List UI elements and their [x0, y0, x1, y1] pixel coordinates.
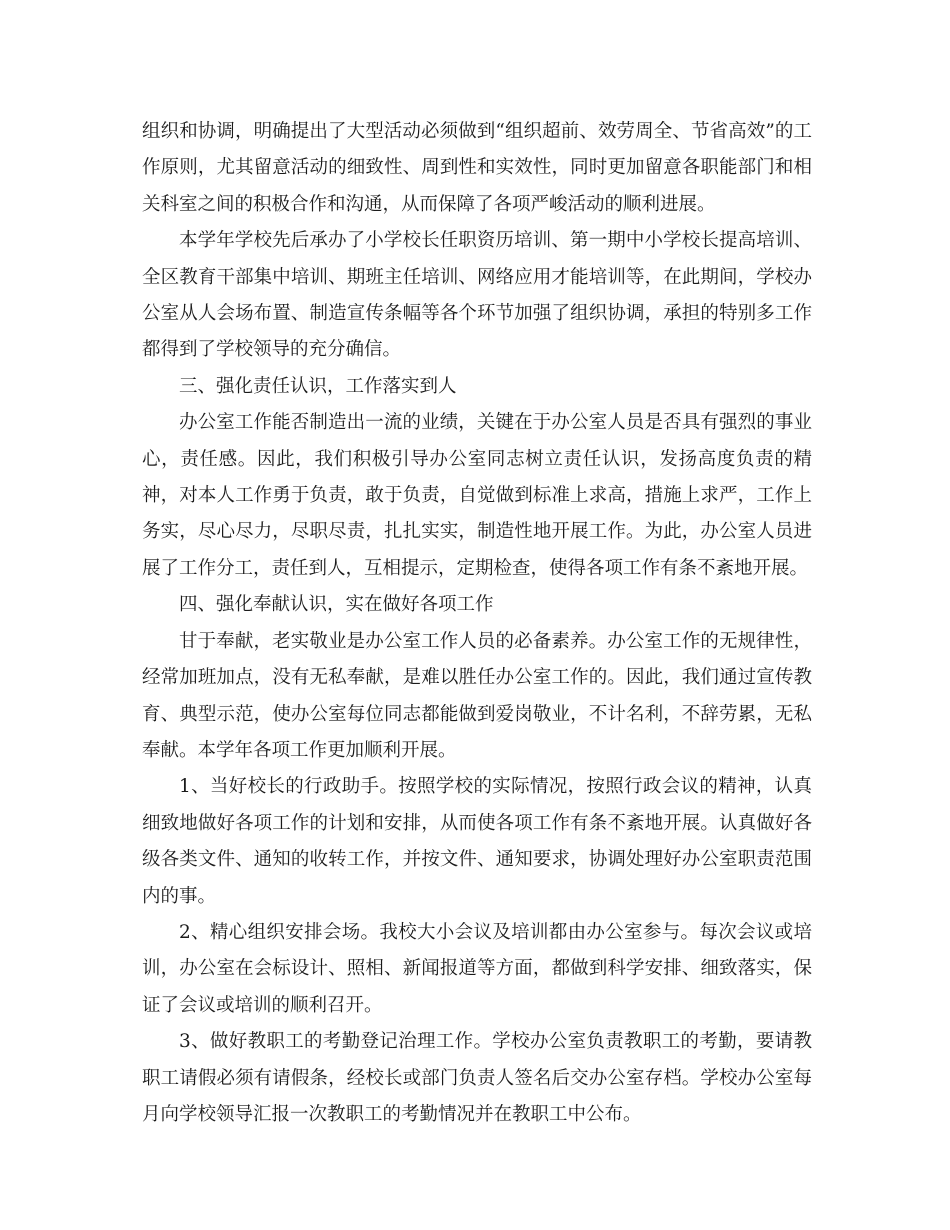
list-item-1: 1、当好校长的行政助手。按照学校的实际情况，按照行政会议的精神，认真细致地做好各项工作的计划和安排，从而使各项工作有条不紊地开展。认真做好各级各类文件、通知的收转工作，并按文件、通知要求，协调处理好办公室职责范围内的事。: [142, 776, 812, 907]
list-item-3: 3、做好教职工的考勤登记治理工作。学校办公室负责教职工的考勤，要请教职工请假必须有请假条，经校长或部门负责人签名后交办公室存档。学校办公室每月向学校领导汇报一次教职工的考勤情况并在教职工中公布。: [142, 1031, 812, 1125]
paragraph-6: 甘于奉献，老实敬业是办公室工作人员的必备素养。办公室工作的无规律性，经常加班加点，没有无私奉献，是难以胜任办公室工作的。因此，我们通过宣传教育、典型示范，使办公室每位同志都能做到爱岗敬业，不计名利，不辞劳累，无私奉献。本学年各项工作更加顺利开展。: [142, 630, 812, 761]
paragraph-4: 办公室工作能否制造出一流的业绩，关键在于办公室人员是否具有强烈的事业心，责任感。因此，我们积极引导办公室同志树立责任认识，发扬高度负责的精神，对本人工作勇于负责，敢于负责，自觉做到标准上求高，措施上求严，工作上务实，尽心尽力，尽职尽责，扎扎实实，制造性地开展工作。为此，办公室人员进展了工作分工，责任到人，互相提示，定期检查，使得各项工作有条不紊地开展。: [142, 412, 812, 579]
section-heading-3: 三、强化责任认识，工作落实到人: [179, 375, 457, 397]
section-heading-4: 四、强化奉献认识，实在做好各项工作: [179, 594, 494, 616]
list-item-2: 2、精心组织安排会场。我校大小会议及培训都由办公室参与。每次会议或培训，办公室在会标设计、照相、新闻报道等方面，都做到科学安排、细致落实，保证了会议或培训的顺利召开。: [142, 921, 812, 1016]
paragraph-1: 组织和协调，明确提出了大型活动必须做到“组织超前、效劳周全、节省高效”的工作原则，尤其留意活动的细致性、周到性和实效性，同时更加留意各职能部门和相关科室之间的积极合作和沟通，从而保障了各项严峻活动的顺利进展。: [142, 121, 812, 215]
paragraph-2: 本学年学校先后承办了小学校长任职资历培训、第一期中小学校长提高培训、全区教育干部集中培训、期班主任培训、网络应用才能培训等，在此期间，学校办公室从人会场布置、制造宣传条幅等各个环节加强了组织协调，承担的特别多工作都得到了学校领导的充分确信。: [142, 230, 812, 361]
